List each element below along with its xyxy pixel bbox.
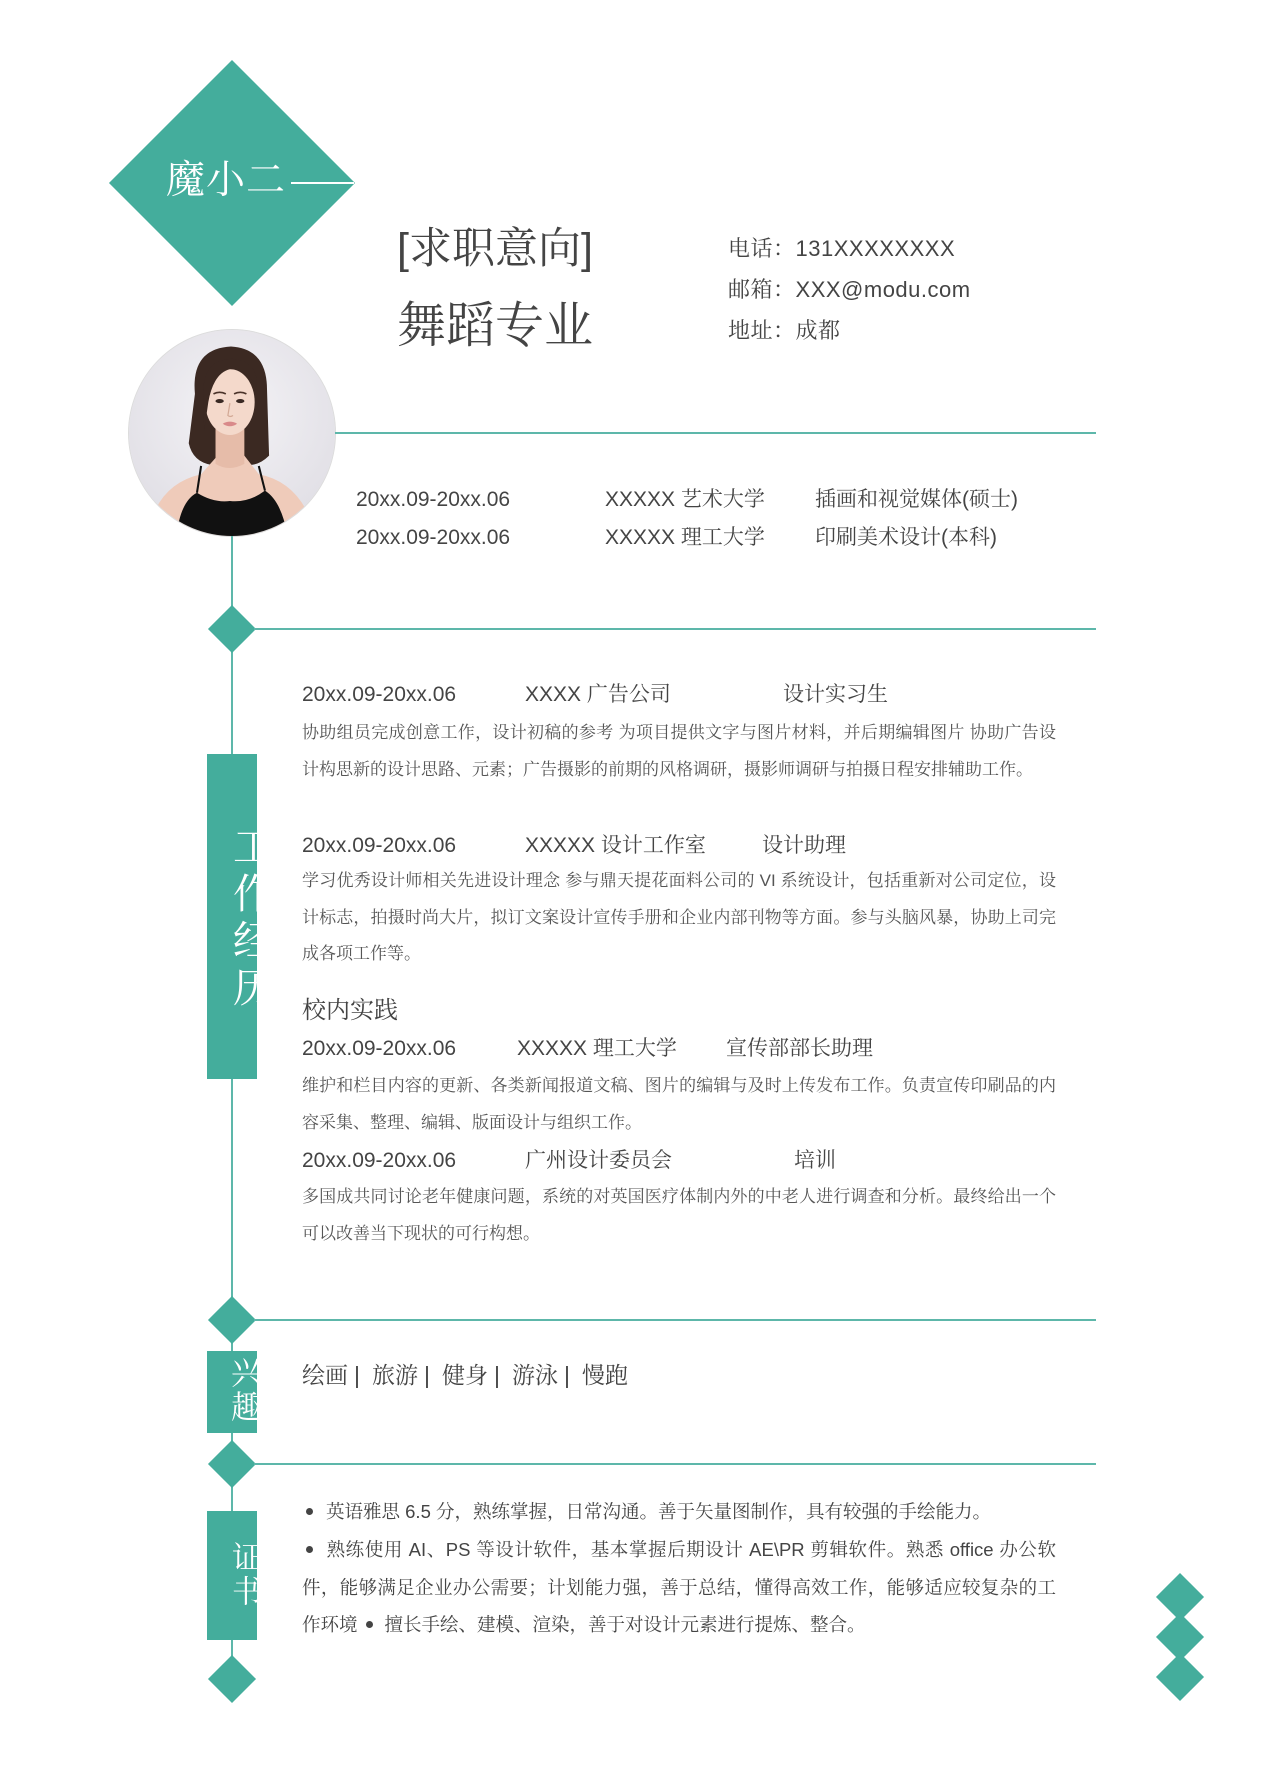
interests-list [302,1360,628,1390]
diamond-icon [208,1655,256,1703]
bullet-icon [366,1621,373,1628]
campus-period: 20xx.09-20xx.06 [302,1149,457,1172]
timeline-line [231,536,233,1679]
work-company: XXXXX 设计工作室 [525,834,706,857]
education-period: 20xx.09-20xx.06 [356,488,511,511]
section-title-certificates: 证书 [227,1541,262,1609]
work-role: 设计助理 [762,834,846,857]
divider-certificates [254,1463,1096,1465]
campus-description: 多国成共同讨论老年健康问题，系统的对英国医疗体制内外的中老人进行调查和分析。最终给出一个可以改善当下现状的可行构想。 [302,1187,1056,1243]
work-description: 协助组员完成创意工作，设计初稿的参考 为项目提供文字与图片材料，并后期编辑图片 协助广告设计构思新的设计思路、元素；广告摄影的前期的风格调研，摄影师调研与拍摄日程安排辅助工作。 [302,723,1056,779]
interest-item: 慢跑 [581,1362,628,1388]
diamond-icon [208,1296,256,1344]
contact-email-value: XXX@modu.com [795,277,971,302]
education-major: 插画和视觉媒体(硕士) [815,488,1018,511]
contact-email-label: 邮箱： [728,277,796,302]
diamond-icon [208,1440,256,1488]
section-tab-certificates [207,1511,262,1640]
campus-organization: XXXXX 理工大学 [517,1037,677,1060]
diamond-icon [208,605,256,653]
education-period: 20xx.09-20xx.06 [356,526,511,549]
interest-separator: | [563,1362,570,1388]
section-tab-interests [207,1351,263,1433]
name-underline [291,182,354,184]
divider-interests [254,1319,1096,1321]
work-period: 20xx.09-20xx.06 [302,834,457,857]
work-description: 学习优秀设计师相关先进设计理念 参与鼎天提花面料公司的 VI 系统设计，包括重新对公司定位，设计标志，拍摄时尚大片，拟订文案设计宣传手册和企业内部刊物等方面。参与头脑风暴，协助上司完成各项工作等。 [302,871,1056,963]
campus-role: 宣传部部长助理 [726,1037,873,1060]
interest-item: 游泳 [511,1362,558,1388]
contact-address-value: 成都 [795,318,841,343]
certificate-text: 擅长手绘、建模、渲染，善于对设计元素进行提炼、整合。 [384,1614,866,1636]
certificate-item [302,1531,1056,1644]
objective-label: [求职意向] [397,225,593,273]
contact-address-label: 地址： [728,318,796,343]
objective-title: 舞蹈专业 [397,299,594,353]
certificate-text: 熟练使用 AI、PS 等设计软件，基本掌握后期设计 AE\PR 剪辑软件。熟悉 office 办公软件，能够满足企业办公需要；计划能力强，善于总结，懂得高效工作，能够适应较复杂的工作环境 [302,1539,1056,1636]
education-school: XXXXX 理工大学 [605,526,765,549]
contact-phone [728,234,955,264]
certificate-item [302,1493,1056,1531]
education-school: XXXXX 艺术大学 [605,488,765,511]
interest-separator: | [354,1362,360,1388]
portrait-photo [129,330,335,536]
divider-work [254,628,1096,630]
bullet-icon [306,1508,313,1515]
section-title-interests: 兴趣 [227,1356,263,1424]
candidate-name: 魔小二 [166,159,287,202]
campus-practice-title: 校内实践 [302,997,398,1024]
certificate-text: 英语雅思 6.5 分，熟练掌握，日常沟通。善于矢量图制作，具有较强的手绘能力。 [326,1501,992,1522]
contact-phone-value: 131XXXXXXXX [795,236,956,261]
interest-separator: | [493,1362,500,1388]
campus-description: 维护和栏目内容的更新、各类新闻报道文稿、图片的编辑与及时上传发布工作。负责宣传印刷品的内容采集、整理、编辑、版面设计与组织工作。 [302,1076,1056,1132]
education-major: 印刷美术设计(本科) [815,526,997,549]
work-period: 20xx.09-20xx.06 [302,683,457,706]
bullet-icon [306,1546,313,1553]
interest-item: 绘画 [302,1362,348,1388]
campus-period: 20xx.09-20xx.06 [302,1037,457,1060]
work-role: 设计实习生 [783,683,888,706]
section-title-work: 工作经历 [227,825,273,1013]
interest-item: 健身 [441,1362,488,1388]
section-tab-work [207,754,273,1079]
campus-role: 培训 [794,1149,836,1172]
divider-education [335,432,1096,434]
contact-address [728,316,841,346]
decor-diamond-icon [1156,1653,1204,1701]
profile-photo [129,330,335,536]
contact-email [728,275,971,305]
campus-organization: 广州设计委员会 [525,1149,672,1172]
interest-item: 旅游 [371,1362,418,1388]
work-company: XXXX 广告公司 [525,683,671,706]
interest-separator: | [423,1362,430,1388]
contact-phone-label: 电话： [728,236,796,261]
